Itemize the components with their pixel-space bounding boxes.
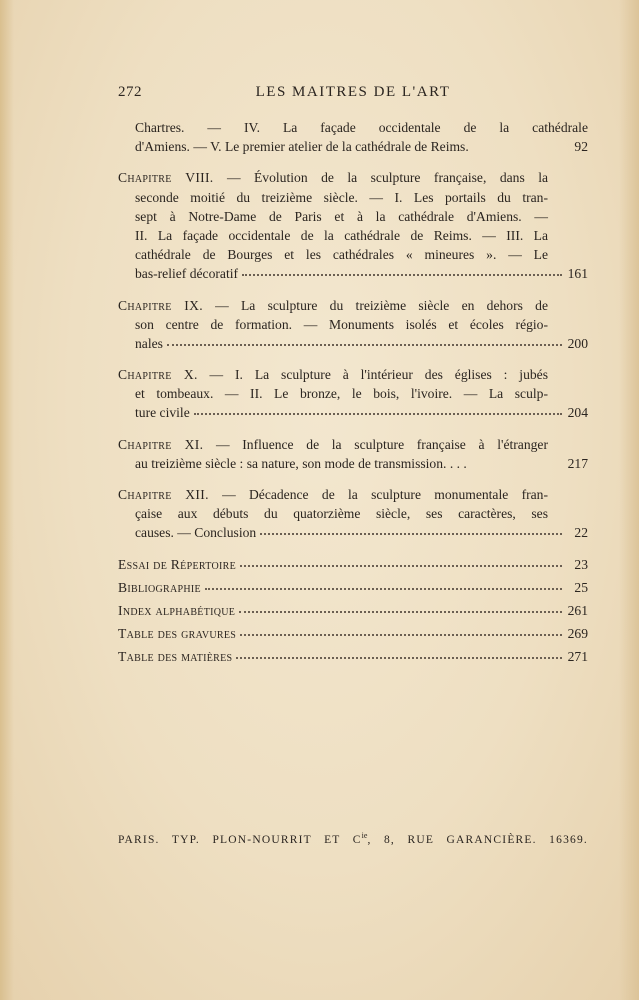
toc-entry: [118, 578, 588, 597]
toc-line: [118, 296, 588, 315]
toc-line-text: seconde moitié du treizième siècle. — I. Les portails du tran-: [135, 189, 548, 205]
toc-entry: [118, 601, 588, 620]
chapter-summary-text: — La sculpture du treizième siècle en dehors de: [202, 297, 548, 313]
toc-line-text: et tombeaux. — II. Le bronze, le bois, l'ivoire. — La sculp-: [135, 386, 548, 402]
toc-page-number: 23: [574, 556, 588, 572]
toc-page-number: 261: [567, 602, 588, 618]
toc-line: [118, 485, 588, 504]
toc-entry: [118, 168, 588, 283]
toc-line-text: Table des matières: [118, 649, 233, 665]
toc-line-text: [118, 485, 548, 504]
toc-leader: [194, 401, 562, 415]
toc-line: [118, 454, 588, 473]
toc-entry: [118, 555, 588, 574]
toc-leader: [260, 521, 562, 535]
toc-line-text: [118, 296, 548, 315]
chapter-label: Chapitre XI.: [118, 436, 204, 452]
toc-line: [118, 207, 588, 226]
toc-line-text: [118, 365, 548, 384]
toc-entry: [118, 647, 588, 666]
toc-leader: [240, 553, 562, 567]
toc-entry: [118, 624, 588, 643]
toc-entry: [118, 118, 588, 156]
toc-page-number: 271: [567, 649, 588, 665]
chapter-label: Chapitre IX.: [118, 297, 203, 313]
chapter-summary-text: — I. La sculpture à l'intérieur des églises : jubés: [197, 367, 548, 383]
toc-page-number: 22: [574, 525, 588, 541]
toc-line: [118, 365, 588, 384]
toc-line: [118, 226, 588, 245]
toc-line-text: cathédrale de Bourges et les cathédrales « mineures ». — Le: [135, 247, 548, 263]
toc-line-text: ture civile: [135, 405, 190, 421]
toc-line: [118, 647, 588, 666]
toc-line: [118, 137, 588, 156]
toc-leader: [205, 576, 562, 590]
chapter-label: Chapitre XII.: [118, 487, 209, 502]
toc-page-number: 161: [567, 266, 588, 282]
toc-line-text: Bibliographie: [118, 579, 201, 595]
toc-entry: [118, 296, 588, 354]
chapter-label: Chapitre X.: [118, 367, 198, 383]
toc-line: [118, 578, 588, 597]
toc-leader: [242, 262, 562, 276]
toc-line: [118, 188, 588, 207]
toc-line-text: çaise aux débuts du quatorzième siècle, ses caractères, ses: [135, 506, 548, 522]
page-number: 272: [118, 84, 142, 100]
toc-line: [118, 523, 588, 542]
toc-page-number: 200: [567, 335, 588, 351]
toc-leader: [236, 645, 562, 659]
toc-line-text: Index alphabétique: [118, 602, 236, 618]
printer-imprint: [118, 831, 588, 846]
toc-line-text: bas-relief décoratif: [135, 266, 239, 282]
toc-line-text: Chartres. — IV. La façade occidentale de la cathédrale: [135, 120, 588, 135]
toc-page-number: 204: [567, 405, 588, 421]
toc-line-text: Table des gravures: [118, 626, 237, 642]
chapter-summary-text: — Décadence de la sculpture monumentale fran-: [208, 487, 548, 502]
imprint-text: PARIS. TYP. PLON-NOURRIT ET C: [118, 833, 362, 846]
toc-line-text: son centre de formation. — Monuments isolés et écoles régio-: [135, 316, 548, 332]
toc-leader: [167, 332, 562, 346]
toc-page-number: 25: [574, 579, 588, 595]
toc-leader: [239, 599, 562, 613]
toc-page-number: 269: [567, 626, 588, 642]
toc-line: [118, 334, 588, 353]
chapter-summary-text: — Évolution de la sculpture française, dans la: [213, 170, 549, 186]
toc-line-text: II. La façade occidentale de la cathédrale de Reims. — III. La: [135, 227, 548, 243]
toc-leader: [240, 622, 562, 636]
running-title: LES MAITRES DE L'ART: [255, 84, 451, 100]
table-of-contents: [118, 118, 588, 667]
toc-line: [118, 624, 588, 643]
toc-line-text: Essai de Répertoire: [118, 556, 236, 572]
toc-line-text: [118, 168, 548, 187]
toc-entry: [118, 365, 588, 423]
chapter-summary-text: — Influence de la sculpture française à l'étranger: [203, 436, 548, 452]
toc-page-number: 217: [567, 455, 588, 471]
toc-line: [118, 168, 588, 187]
toc-line: [118, 555, 588, 574]
toc-entry: [118, 485, 588, 543]
toc-line-text: causes. — Conclusion: [135, 525, 257, 541]
chapter-label: Chapitre VIII.: [118, 170, 214, 186]
toc-line-text: d'Amiens. — V. Le premier atelier de la cathédrale de Reims.: [135, 139, 469, 155]
toc-line: [118, 403, 588, 422]
page-header: [118, 84, 588, 106]
page-edge-shadow-right: [619, 0, 639, 1000]
imprint-text-end: , 8, RUE GARANCIÈRE. 16369.: [367, 833, 588, 846]
toc-line-text: nales: [135, 335, 163, 351]
page-edge-shadow-left: [0, 0, 14, 1000]
toc-line-text: sept à Notre-Dame de Paris et à la cathédrale d'Amiens. —: [135, 208, 548, 224]
imprint-superscript: ie: [361, 831, 368, 840]
toc-page-number: 92: [574, 139, 588, 155]
toc-line: [118, 264, 588, 283]
toc-line-text: au treizième siècle : sa nature, son mode de transmission. . . .: [135, 455, 467, 471]
toc-leader: [473, 135, 562, 149]
toc-line: [118, 601, 588, 620]
toc-entry: [118, 435, 588, 473]
toc-leader: [471, 452, 562, 466]
